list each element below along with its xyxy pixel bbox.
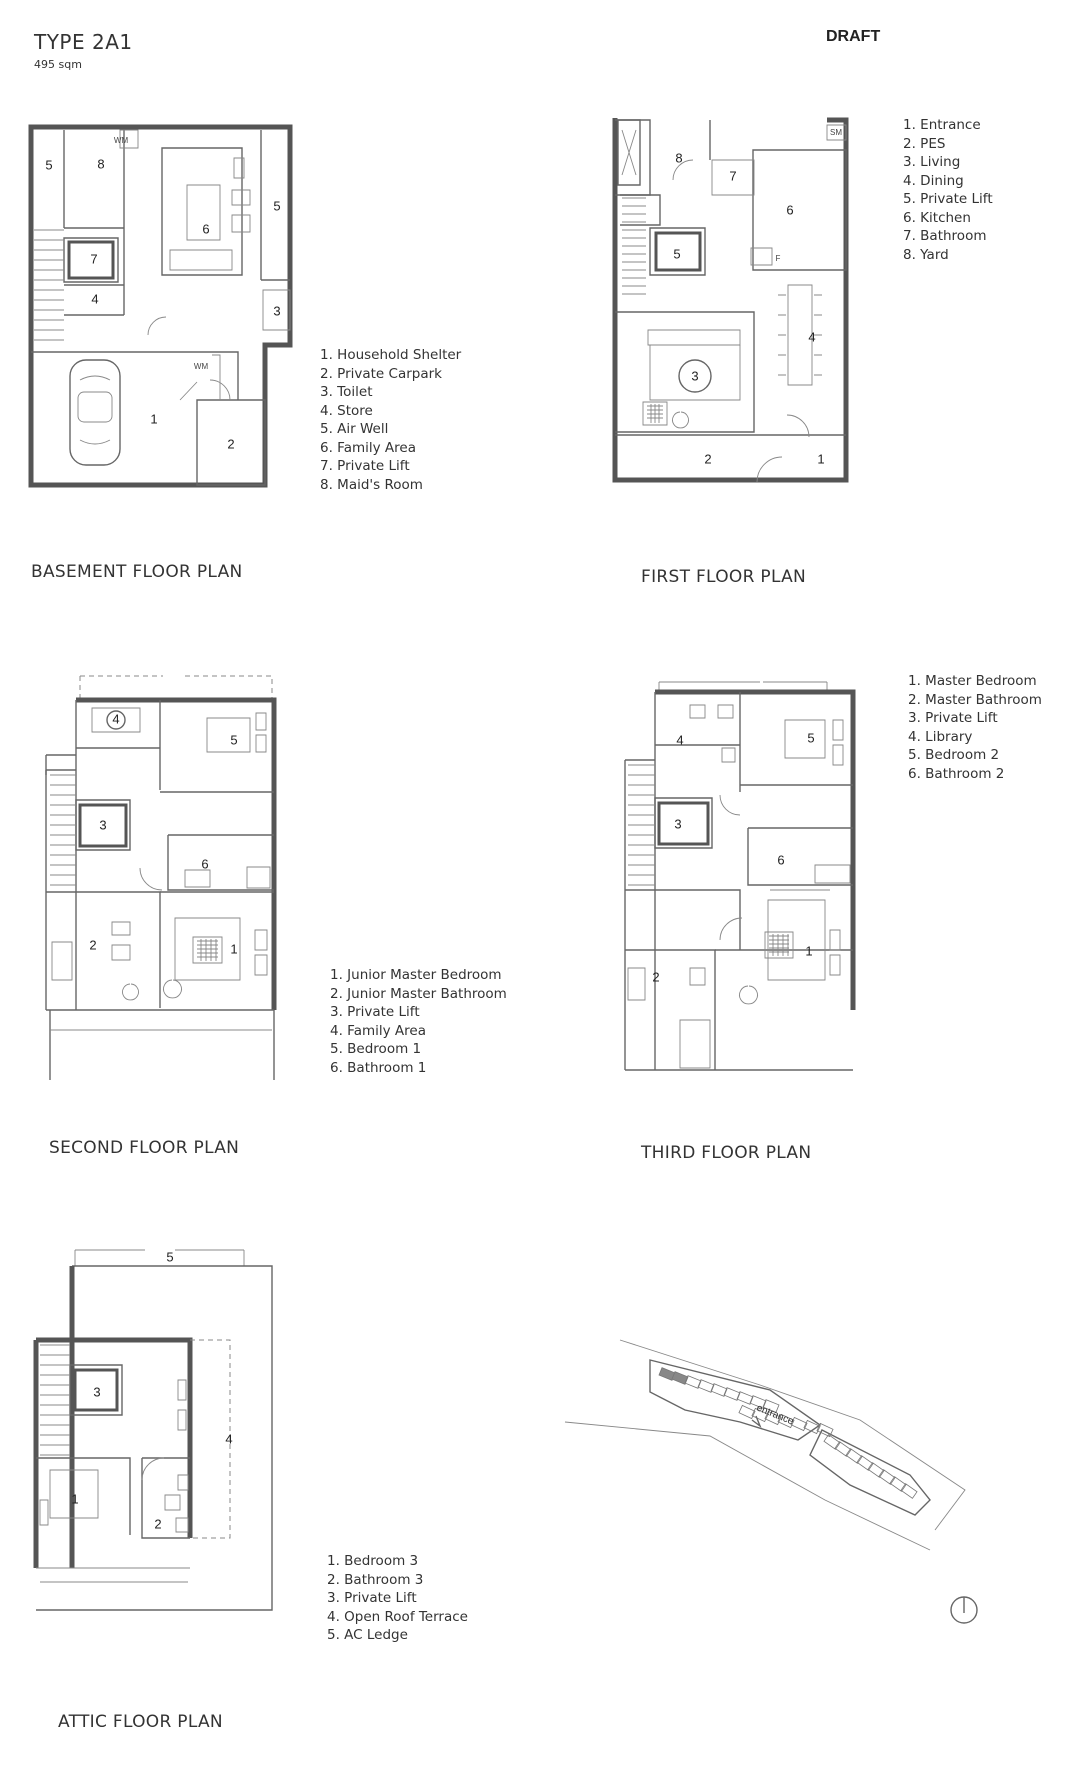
legend-item: 2. Bathroom 3: [327, 1571, 424, 1588]
legend-item: 7. Private Lift: [320, 458, 410, 474]
second-mark-3: 3: [99, 817, 107, 833]
basement-mark-2: 2: [227, 436, 235, 452]
basement-plan-title: BASEMENT FLOOR PLAN: [31, 562, 243, 582]
legend-item: 4. Open Roof Terrace: [327, 1608, 468, 1625]
legend-item: 8. Maid's Room: [320, 476, 423, 493]
legend-item: 4. Library: [908, 728, 973, 745]
basement-wm-tag: WM: [113, 136, 129, 146]
legend-item: 2. PES: [903, 135, 946, 152]
first-mark-4: 4: [808, 329, 816, 345]
attic-plan-title: ATTIC FLOOR PLAN: [58, 1712, 223, 1732]
unit-area: 495 sqm: [34, 58, 82, 71]
attic-legend: [327, 1552, 468, 1645]
legend-item: 5. Bedroom 2: [908, 747, 1000, 763]
first-floor-plan: [0, 0, 1072, 560]
site-unit-block: [890, 1477, 906, 1492]
first-sm-tag: SM: [830, 128, 842, 138]
legend-item: 4. Dining: [903, 172, 964, 189]
first-mark-7: 7: [729, 168, 737, 184]
first-mark-1: 1: [817, 451, 825, 467]
attic-mark-1: 1: [71, 1491, 79, 1507]
first-mark-6: 6: [786, 202, 794, 218]
attic-mark-5: 5: [166, 1249, 174, 1265]
legend-item: 5. Private Lift: [903, 191, 993, 207]
second-mark-6: 6: [201, 856, 209, 872]
basement-mark-1: 1: [150, 411, 158, 427]
legend-item: 7. Bathroom: [903, 228, 987, 244]
draft-label: DRAFT: [826, 28, 881, 45]
second-mark-2: 2: [89, 937, 97, 953]
third-mark-5: 5: [807, 730, 815, 746]
legend-item: 1. Household Shelter: [320, 347, 462, 363]
first-mark-5: 5: [673, 246, 681, 262]
legend-item: 3. Toilet: [320, 384, 373, 400]
third-plan-title: THIRD FLOOR PLAN: [641, 1143, 812, 1163]
attic-walls: [36, 1250, 272, 1610]
legend-item: 6. Bathroom 2: [908, 765, 1005, 782]
legend-item: 5. Bedroom 1: [330, 1041, 422, 1057]
site-roads: [565, 1340, 965, 1550]
first-legend: [903, 116, 993, 264]
legend-item: 1. Entrance: [903, 117, 981, 133]
first-plan-title: FIRST FLOOR PLAN: [641, 567, 807, 587]
first-fridge-tag: F: [775, 254, 781, 264]
legend-item: 2. Master Bathroom: [908, 691, 1042, 708]
legend-item: 3. Private Lift: [327, 1590, 417, 1606]
legend-item: 1. Master Bedroom: [908, 673, 1037, 689]
attic-mark-2: 2: [154, 1516, 162, 1532]
page-title: TYPE 2A1: [34, 30, 133, 54]
basement-mark-8: 8: [97, 156, 105, 172]
third-mark-3: 3: [674, 816, 682, 832]
legend-item: 4. Family Area: [330, 1022, 426, 1039]
first-mark-2: 2: [704, 451, 712, 467]
legend-item: 6. Family Area: [320, 439, 416, 456]
north-arrow-icon: [951, 1597, 977, 1623]
site-unit-block: [739, 1405, 755, 1418]
site-units: [659, 1368, 917, 1499]
legend-item: 2. Junior Master Bathroom: [330, 985, 507, 1002]
site-unit-block: [879, 1470, 895, 1485]
site-key-plan: [560, 1330, 980, 1670]
basement-mark-3: 3: [273, 303, 281, 319]
legend-item: 8. Yard: [903, 246, 949, 263]
site-unit-block: [868, 1463, 884, 1478]
entrance-arrow-icon: [752, 1416, 760, 1426]
site-unit-block: [857, 1456, 873, 1471]
basement-mark-7: 7: [90, 251, 98, 267]
legend-item: 6. Bathroom 1: [330, 1059, 427, 1076]
legend-item: 1. Bedroom 3: [327, 1553, 419, 1569]
third-legend: [908, 672, 1042, 783]
legend-item: 5. AC Ledge: [327, 1627, 408, 1643]
basement-wm-tag-2: WM: [193, 362, 209, 372]
second-mark-4: 4: [112, 711, 120, 727]
second-mark-5: 5: [230, 732, 238, 748]
second-plan-title: SECOND FLOOR PLAN: [49, 1138, 240, 1158]
third-mark-1: 1: [805, 943, 813, 959]
legend-item: 2. Private Carpark: [320, 365, 442, 382]
basement-mark-5b: 5: [273, 198, 281, 214]
third-mark-6: 6: [777, 852, 785, 868]
legend-item: 1. Junior Master Bedroom: [330, 967, 502, 983]
attic-floor-plan: [0, 1230, 560, 1650]
site-unit-block: [846, 1449, 862, 1464]
site-unit-block: [824, 1435, 840, 1450]
site-entrance-label: entrance: [754, 1402, 796, 1428]
attic-mark-4: 4: [225, 1431, 233, 1447]
basement-mark-4: 4: [91, 291, 99, 307]
first-mark-3: 3: [691, 368, 699, 384]
legend-item: 4. Store: [320, 402, 373, 419]
legend-item: 5. Air Well: [320, 421, 389, 437]
legend-item: 6. Kitchen: [903, 209, 971, 226]
legend-item: 3. Private Lift: [330, 1004, 420, 1020]
second-mark-1: 1: [230, 941, 238, 957]
third-walls: [625, 682, 853, 1070]
legend-item: 3. Living: [903, 154, 961, 170]
first-mark-8: 8: [675, 150, 683, 166]
third-mark-2: 2: [652, 969, 660, 985]
site-unit-block: [901, 1484, 917, 1499]
basement-mark-5a: 5: [45, 157, 53, 173]
legend-item: 3. Private Lift: [908, 710, 998, 726]
third-mark-4: 4: [676, 732, 684, 748]
attic-mark-3: 3: [93, 1384, 101, 1400]
basement-mark-6: 6: [202, 221, 210, 237]
